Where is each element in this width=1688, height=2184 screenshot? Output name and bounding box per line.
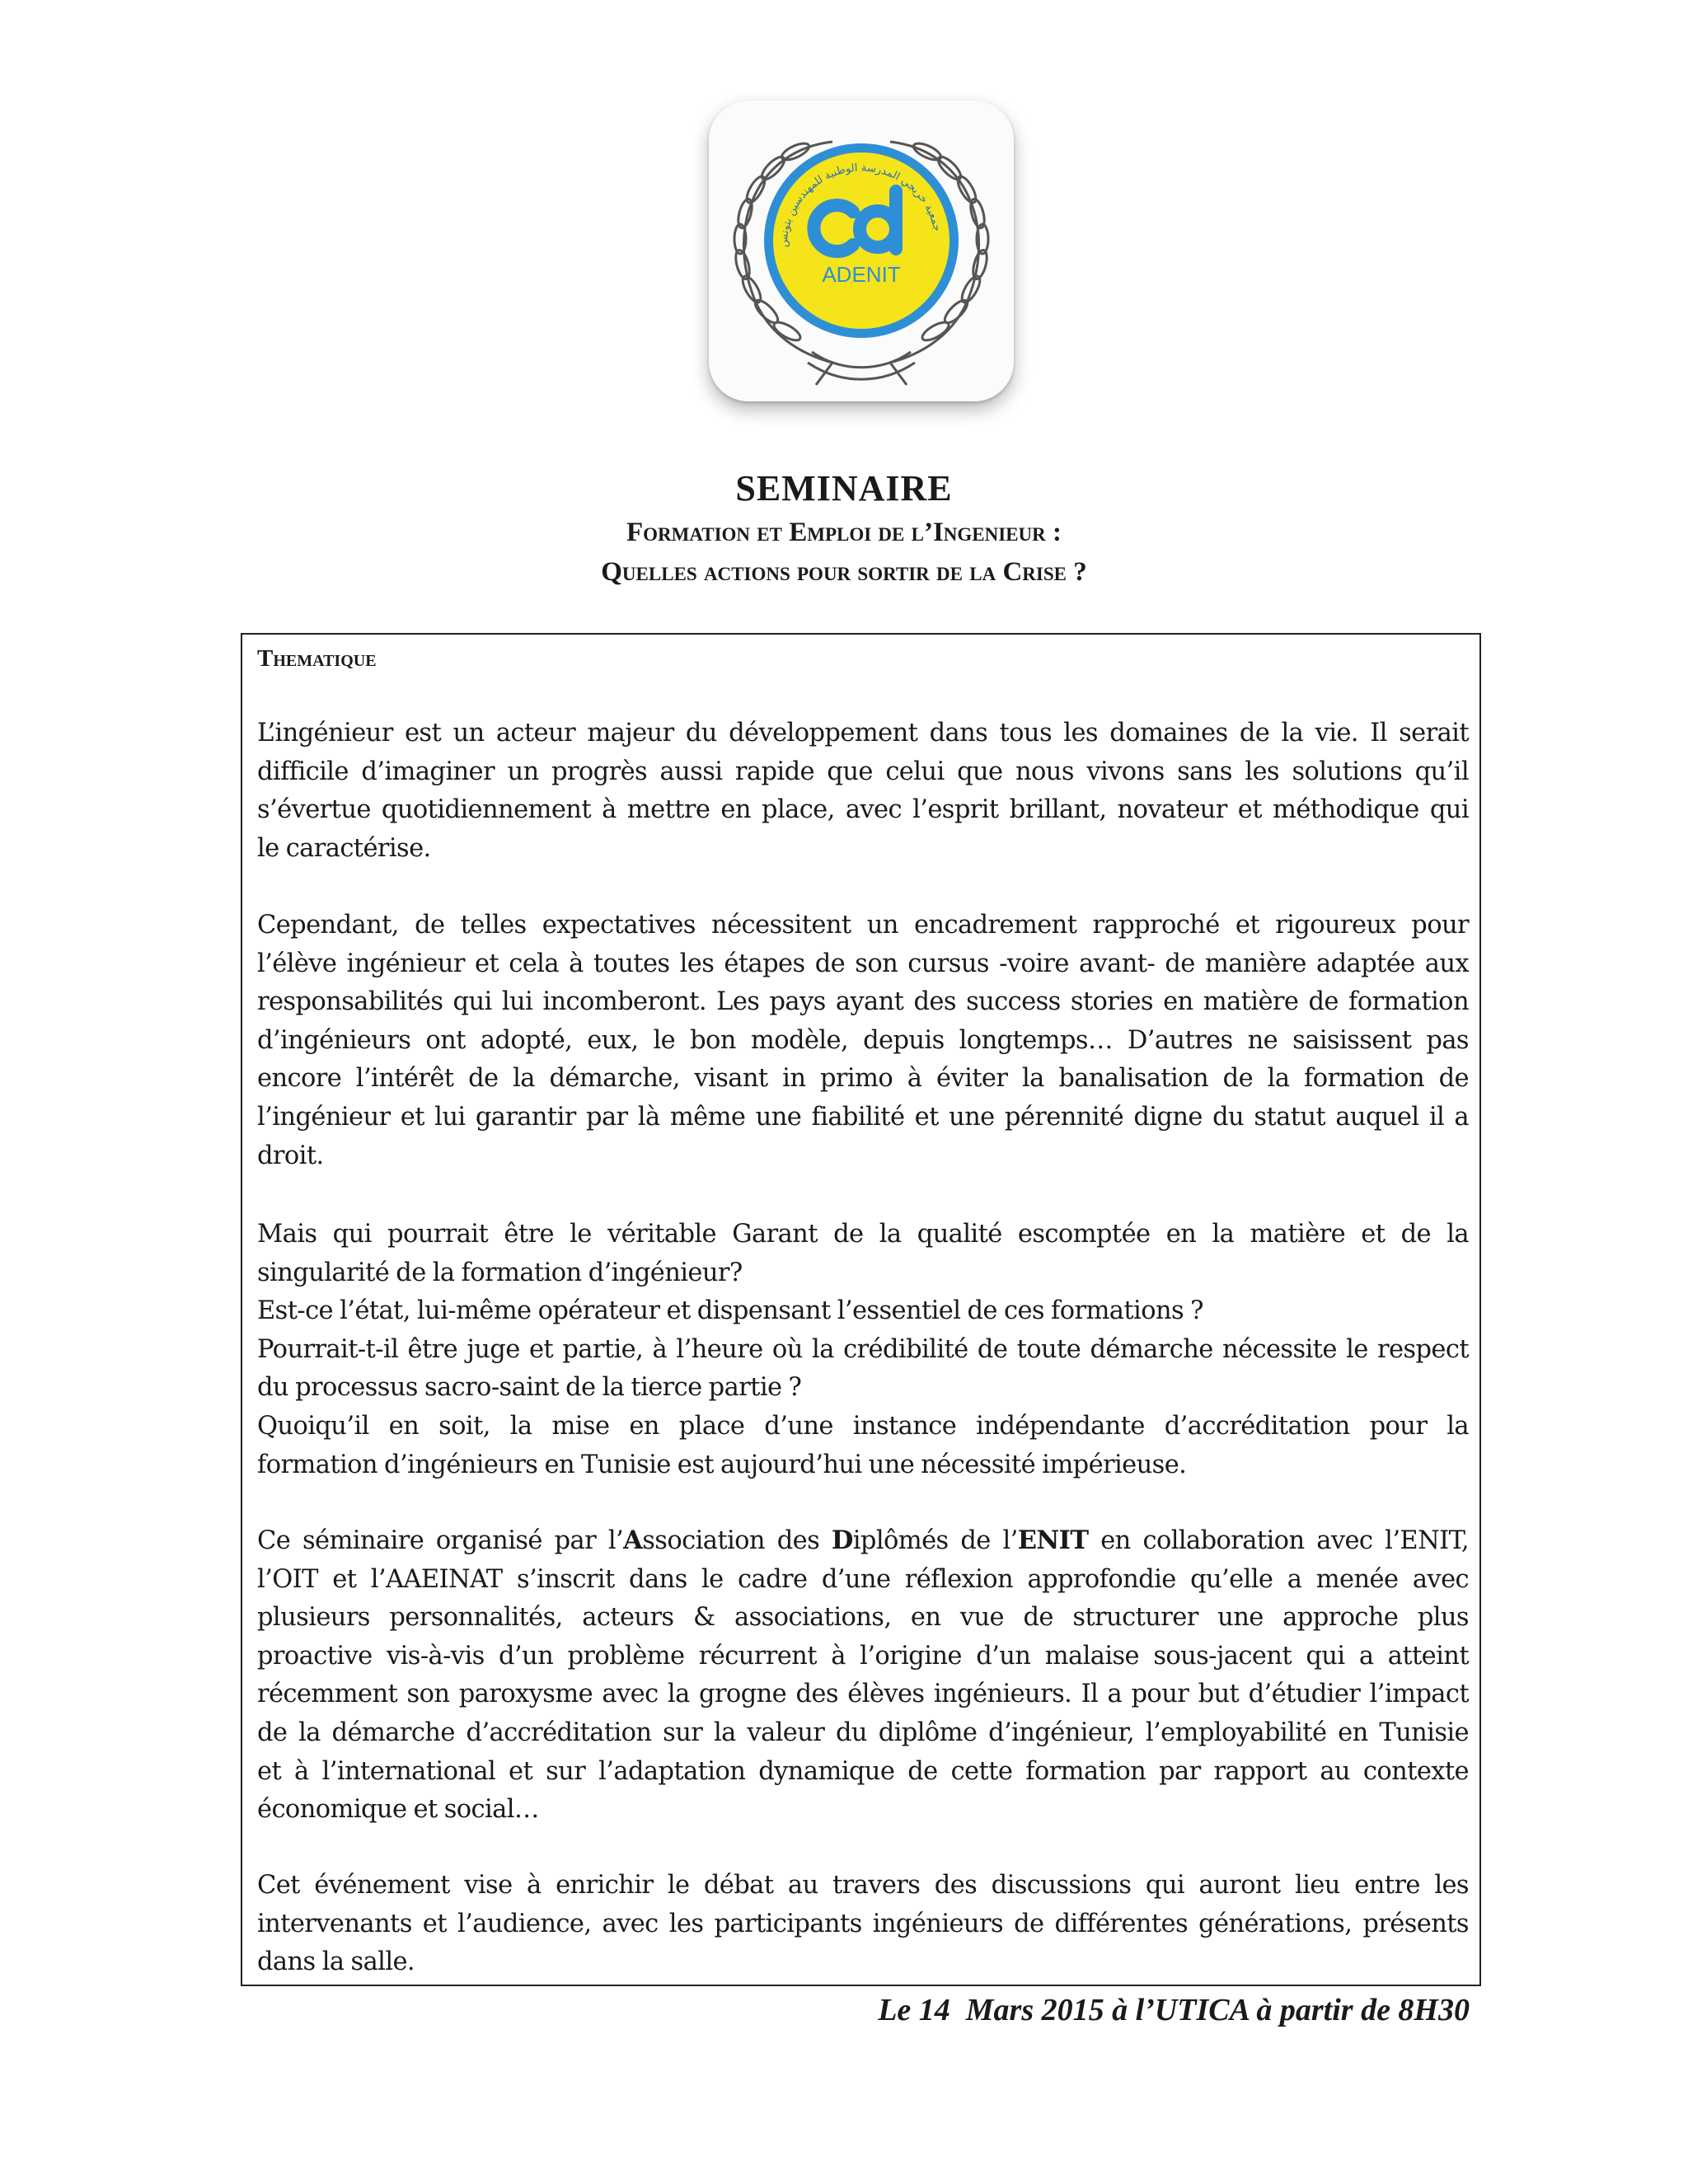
text-line: proactive vis-à-vis d’un problème récurrent à l’origine d’un malaise sous-jacent qui a atteint bbox=[257, 1641, 1469, 1671]
text-line bbox=[257, 1521, 1469, 1561]
text-line: du processus sacro-saint de la tierce partie ? bbox=[257, 1373, 802, 1403]
paragraph-2 bbox=[257, 907, 1469, 1175]
text-line: Cependant, de telles expectatives nécessitent un encadrement rapproché et rigoureux pour bbox=[257, 911, 1469, 940]
text-line: L’ingénieur est un acteur majeur du développement dans tous les domaines de la vie. Il serait bbox=[257, 719, 1469, 748]
text-run: iplômés de l’ bbox=[852, 1526, 1018, 1555]
bold-initial-a: A bbox=[623, 1526, 643, 1555]
logo-name: ADENIT bbox=[822, 262, 901, 287]
text-line: Cet événement vise à enrichir le débat au travers des discussions qui auront lieu entre les bbox=[257, 1871, 1469, 1900]
paragraph-1 bbox=[257, 715, 1469, 868]
text-line: d’ingénieurs ont adopté, eux, le bon modèle, depuis longtemps… D’autres ne saisissent pas bbox=[257, 1025, 1469, 1055]
text-run: ssociation des bbox=[642, 1526, 832, 1555]
adenit-logo bbox=[709, 101, 1014, 401]
text-line: dans la salle. bbox=[257, 1947, 415, 1977]
text-line: s’évertue quotidiennement à mettre en place, avec l’esprit brillant, novateur et méthodique qui bbox=[257, 795, 1469, 825]
text-line: de la démarche d’accréditation sur la valeur du diplôme d’ingénieur, l’employabilité en Tunisie bbox=[257, 1718, 1469, 1747]
text-line: intervenants et l’audience, avec les participants ingénieurs de différentes générations, présents bbox=[257, 1909, 1469, 1938]
adenit-emblem bbox=[709, 101, 1014, 401]
paragraph-5 bbox=[257, 1867, 1469, 1982]
bold-enit: ENIT bbox=[1017, 1526, 1089, 1555]
text-line: Mais qui pourrait être le véritable Garant de la qualité escomptée en la matière et de la bbox=[257, 1220, 1469, 1249]
text-line: droit. bbox=[257, 1141, 324, 1170]
paragraph-4 bbox=[257, 1521, 1469, 1830]
paragraph-3 bbox=[257, 1216, 1469, 1484]
text-line: récemment son paroxysme avec la grogne des élèves ingénieurs. Il a pour but d’étudier l’impact bbox=[257, 1680, 1469, 1709]
bold-initial-d: D bbox=[831, 1526, 853, 1555]
text-line: encore l’intérêt de la démarche, visant in primo à éviter la banalisation de la formation de bbox=[257, 1064, 1469, 1094]
text-line: le caractérise. bbox=[257, 833, 431, 863]
text-line: l’OIT et l’AAEINAT s’inscrit dans le cadre d’une réflexion approfondie qu’elle a menée avec bbox=[257, 1564, 1469, 1594]
text-line: responsabilités qui lui incomberont. Les pays ayant des success stories en matière de formation bbox=[257, 987, 1469, 1017]
text-line: et à l’international et sur l’adaptation dynamique de cette formation par rapport au contexte bbox=[257, 1756, 1469, 1786]
subtitle-line-1: Formation et Emploi de l’Ingenieur : bbox=[626, 518, 1062, 547]
text-line: économique et social… bbox=[257, 1795, 539, 1825]
text-line: Quoiqu’il en soit, la mise en place d’une instance indépendante d’accréditation pour la bbox=[257, 1411, 1469, 1441]
text-line: Pourrait-t-il être juge et partie, à l’heure où la crédibilité de toute démarche nécessite le respect bbox=[257, 1334, 1469, 1364]
text-line: l’ingénieur et lui garantir par là même une fiabilité et une pérennité digne du statut auquel il a bbox=[257, 1102, 1469, 1132]
section-heading: Thematique bbox=[257, 645, 377, 672]
subtitle-line-2: Quelles actions pour sortir de la Crise ? bbox=[601, 557, 1087, 587]
thematique-box bbox=[241, 633, 1481, 1986]
logo-arabic-text: جمعية خريجي المدرسة الوطنية للمهندسين بتونس bbox=[777, 162, 944, 248]
text-line: formation d’ingénieurs en Tunisie est aujourd’hui une nécessité impérieuse. bbox=[257, 1450, 1187, 1479]
text-line: l’élève ingénieur et cela à toutes les étapes de son cursus -voire avant- de manière adaptée aux bbox=[257, 949, 1469, 978]
text-run: en collaboration avec l’ENIT, bbox=[1088, 1526, 1469, 1555]
text-line: plusieurs personnalités, acteurs & associations, en vue de structurer une approche plus bbox=[257, 1603, 1469, 1633]
text-line: difficile d’imaginer un progrès aussi rapide que celui que nous vivons sans les solutions qu’il bbox=[257, 757, 1469, 786]
text-line: Est-ce l’état, lui-même opérateur et dispensant l’essentiel de ces formations ? bbox=[257, 1296, 1203, 1326]
text-line: singularité de la formation d’ingénieur? bbox=[257, 1258, 743, 1287]
text-run: Ce séminaire organisé par l’ bbox=[257, 1526, 624, 1555]
event-dateline: Le 14 Mars 2015 à l’UTICA à partir de 8H30 bbox=[878, 1993, 1470, 2027]
page-title: SEMINAIRE bbox=[735, 468, 953, 509]
